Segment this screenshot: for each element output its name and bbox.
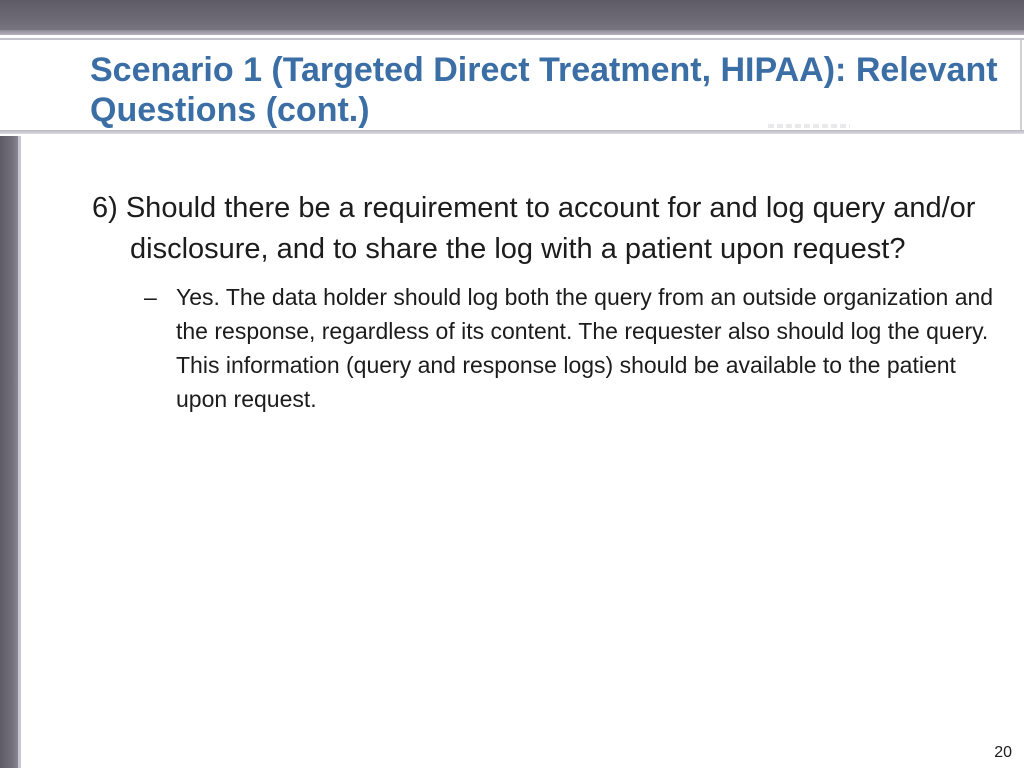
title-divider: [0, 130, 1024, 134]
top-banner-bar: [0, 0, 1024, 30]
answer-text: Yes. The data holder should log both the query from an outside organization and the response, regardless of its content. The requester also should log the query. This information (query and response logs) should be available to the patient upon request.: [176, 284, 994, 412]
dash-bullet: –: [144, 284, 157, 310]
slide-title: Scenario 1 (Targeted Direct Treatment, HIPAA): Relevant Questions (cont.): [90, 51, 998, 129]
page-number: 20: [994, 744, 1012, 761]
left-side-bar: [0, 136, 18, 768]
answer-item: [144, 280, 996, 416]
top-banner-edge: [0, 30, 1024, 35]
question-item: 6) Should there be a requirement to account for and log query and/or disclosure, and to share the log with a patient upon request?: [92, 192, 976, 265]
slide-body: [92, 188, 992, 416]
left-side-bar-edge: [18, 136, 21, 768]
